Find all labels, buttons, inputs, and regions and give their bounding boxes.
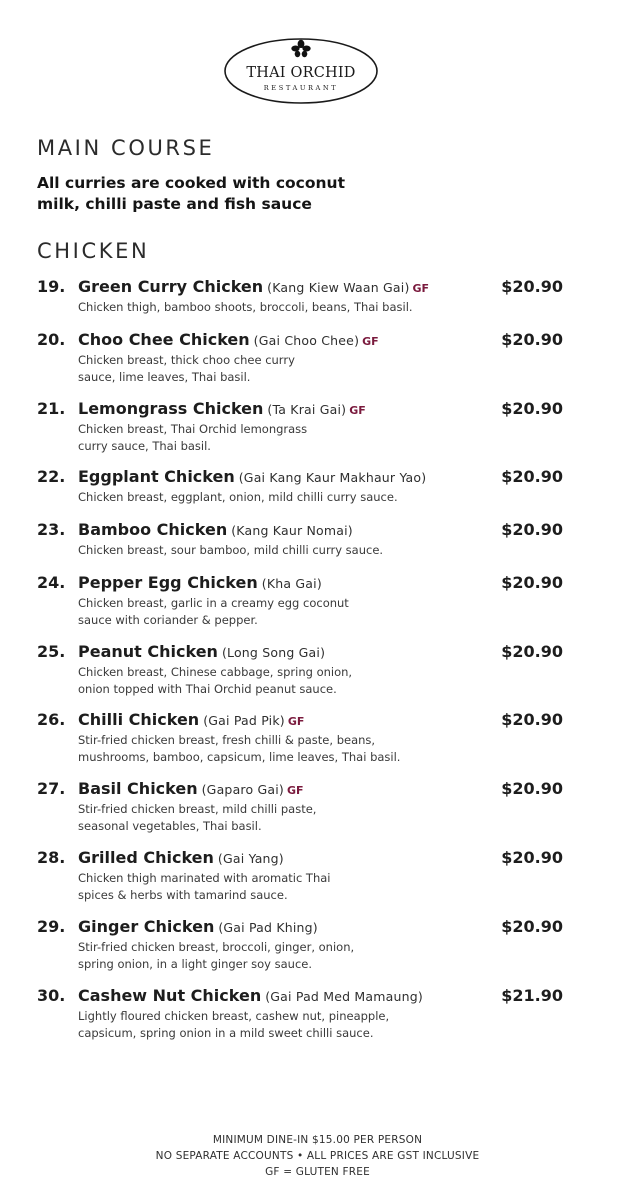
item-thai-name: (Gai Kang Kaur Makhaur Yao) bbox=[238, 470, 427, 485]
item-price: $20.90 bbox=[501, 848, 563, 867]
item-name: Pepper Egg Chicken bbox=[78, 573, 258, 592]
item-name: Choo Chee Chicken bbox=[78, 330, 250, 349]
item-title-line bbox=[78, 848, 284, 867]
footer-minimum: MINIMUM DINE-IN $15.00 PER PERSON bbox=[212, 1134, 423, 1146]
item-thai-name: (Gai Pad Khing) bbox=[218, 920, 318, 935]
item-thai-name: (Gai Yang) bbox=[217, 851, 284, 866]
footer-accounts: NO SEPARATE ACCOUNTS • ALL PRICES ARE GST INCLUSIVE bbox=[155, 1150, 480, 1162]
item-thai-name: (Gaparo Gai) bbox=[201, 782, 285, 797]
item-title-line bbox=[78, 277, 429, 296]
item-price: $20.90 bbox=[501, 710, 563, 729]
intro-text: All curries are cooked with coconut milk, chilli paste and fish sauce bbox=[37, 174, 345, 213]
section-title: MAIN COURSE bbox=[37, 136, 215, 160]
item-thai-name: (Long Song Gai) bbox=[221, 645, 326, 660]
item-name: Peanut Chicken bbox=[78, 642, 218, 661]
footer-gf-legend: GF = GLUTEN FREE bbox=[265, 1166, 370, 1178]
item-description-line: curry sauce, Thai basil. bbox=[78, 439, 211, 453]
item-title-line bbox=[78, 573, 322, 592]
item-price: $20.90 bbox=[501, 917, 563, 936]
item-price: $20.90 bbox=[501, 573, 563, 592]
item-number: 22. bbox=[37, 467, 66, 486]
item-thai-name: (Ta Krai Gai) bbox=[267, 402, 347, 417]
item-title-line bbox=[78, 710, 304, 729]
item-title-line bbox=[78, 467, 426, 486]
item-description bbox=[78, 801, 478, 835]
gluten-free-badge: GF bbox=[287, 715, 305, 728]
item-number: 25. bbox=[37, 642, 66, 661]
item-description-line: spring onion, in a light ginger soy sauce. bbox=[78, 957, 313, 971]
item-description bbox=[78, 939, 478, 973]
item-number: 19. bbox=[37, 277, 66, 296]
item-description-line: Chicken breast, eggplant, onion, mild chilli curry sauce. bbox=[78, 490, 398, 504]
item-price: $20.90 bbox=[501, 467, 563, 486]
item-title-line bbox=[78, 779, 304, 798]
item-description-line: capsicum, spring onion in a mild sweet chilli sauce. bbox=[78, 1026, 374, 1040]
item-description-line: Stir-fried chicken breast, fresh chilli & paste, beans, bbox=[78, 733, 376, 747]
item-description bbox=[78, 352, 478, 386]
item-description bbox=[78, 732, 478, 766]
item-description bbox=[78, 1008, 478, 1042]
item-description bbox=[78, 664, 478, 698]
item-title-line bbox=[78, 330, 379, 349]
logo-subtitle: RESTAURANT bbox=[263, 84, 339, 92]
item-number: 30. bbox=[37, 986, 66, 1005]
item-description-line: Chicken breast, sour bamboo, mild chilli curry sauce. bbox=[78, 543, 384, 557]
item-description-line: Chicken breast, Thai Orchid lemongrass bbox=[78, 422, 308, 436]
item-price: $20.90 bbox=[501, 520, 563, 539]
item-description bbox=[78, 542, 478, 559]
item-name: Grilled Chicken bbox=[78, 848, 214, 867]
gluten-free-badge: GF bbox=[362, 335, 379, 348]
item-description-line: Chicken thigh marinated with aromatic Thai bbox=[78, 871, 331, 885]
item-description bbox=[78, 299, 478, 316]
item-price: $21.90 bbox=[501, 986, 563, 1005]
item-number: 23. bbox=[37, 520, 66, 539]
item-description-line: mushrooms, bamboo, capsicum, lime leaves, Thai basil. bbox=[78, 750, 401, 764]
item-thai-name: (Kha Gai) bbox=[261, 576, 322, 591]
gluten-free-badge: GF bbox=[412, 282, 430, 295]
item-name: Bamboo Chicken bbox=[78, 520, 228, 539]
item-price: $20.90 bbox=[501, 330, 563, 349]
item-name: Green Curry Chicken bbox=[78, 277, 264, 296]
item-description bbox=[78, 489, 478, 506]
logo-name: THAI ORCHID bbox=[246, 65, 356, 81]
item-title-line bbox=[78, 986, 423, 1005]
category-title: CHICKEN bbox=[37, 239, 150, 263]
item-thai-name: (Gai Choo Chee) bbox=[253, 333, 360, 348]
item-description-line: Chicken thigh, bamboo shoots, broccoli, beans, Thai basil. bbox=[78, 300, 413, 314]
gluten-free-badge: GF bbox=[287, 784, 304, 797]
item-title-line bbox=[78, 520, 353, 539]
item-description bbox=[78, 870, 478, 904]
item-title-line bbox=[78, 642, 325, 661]
item-description-line: seasonal vegetables, Thai basil. bbox=[78, 819, 262, 833]
item-name: Eggplant Chicken bbox=[78, 467, 235, 486]
item-number: 20. bbox=[37, 330, 66, 349]
item-number: 26. bbox=[37, 710, 66, 729]
item-price: $20.90 bbox=[501, 779, 563, 798]
item-description-line: Chicken breast, Chinese cabbage, spring onion, bbox=[78, 665, 353, 679]
item-thai-name: (Kang Kiew Waan Gai) bbox=[267, 280, 410, 295]
item-number: 28. bbox=[37, 848, 66, 867]
item-thai-name: (Gai Pad Pik) bbox=[203, 713, 285, 728]
item-description-line: sauce, lime leaves, Thai basil. bbox=[78, 370, 251, 384]
item-price: $20.90 bbox=[501, 642, 563, 661]
footer bbox=[0, 1132, 635, 1180]
item-description bbox=[78, 595, 478, 629]
gluten-free-badge: GF bbox=[349, 404, 366, 417]
item-number: 24. bbox=[37, 573, 66, 592]
item-thai-name: (Gai Pad Med Mamaung) bbox=[265, 989, 423, 1004]
orchid-flower-icon bbox=[291, 40, 310, 57]
item-price: $20.90 bbox=[501, 277, 563, 296]
item-description-line: Stir-fried chicken breast, broccoli, ginger, onion, bbox=[78, 940, 355, 954]
item-name: Cashew Nut Chicken bbox=[78, 986, 262, 1005]
item-number: 29. bbox=[37, 917, 66, 936]
item-name: Ginger Chicken bbox=[78, 917, 215, 936]
item-number: 27. bbox=[37, 779, 66, 798]
item-number: 21. bbox=[37, 399, 66, 418]
item-description-line: onion topped with Thai Orchid peanut sauce. bbox=[78, 682, 337, 696]
item-description-line: Chicken breast, thick choo chee curry bbox=[78, 353, 295, 367]
item-description-line: spices & herbs with tamarind sauce. bbox=[78, 888, 288, 902]
item-description bbox=[78, 421, 478, 455]
item-description-line: Lightly floured chicken breast, cashew nut, pineapple, bbox=[78, 1009, 390, 1023]
item-name: Chilli Chicken bbox=[78, 710, 200, 729]
item-thai-name: (Kang Kaur Nomai) bbox=[231, 523, 353, 538]
restaurant-logo bbox=[223, 36, 379, 106]
item-title-line bbox=[78, 399, 366, 418]
item-description-line: sauce with coriander & pepper. bbox=[78, 613, 258, 627]
item-price: $20.90 bbox=[501, 399, 563, 418]
item-description-line: Chicken breast, garlic in a creamy egg coconut bbox=[78, 596, 349, 610]
item-description-line: Stir-fried chicken breast, mild chilli paste, bbox=[78, 802, 317, 816]
item-name: Basil Chicken bbox=[78, 779, 198, 798]
item-name: Lemongrass Chicken bbox=[78, 399, 264, 418]
item-title-line bbox=[78, 917, 318, 936]
